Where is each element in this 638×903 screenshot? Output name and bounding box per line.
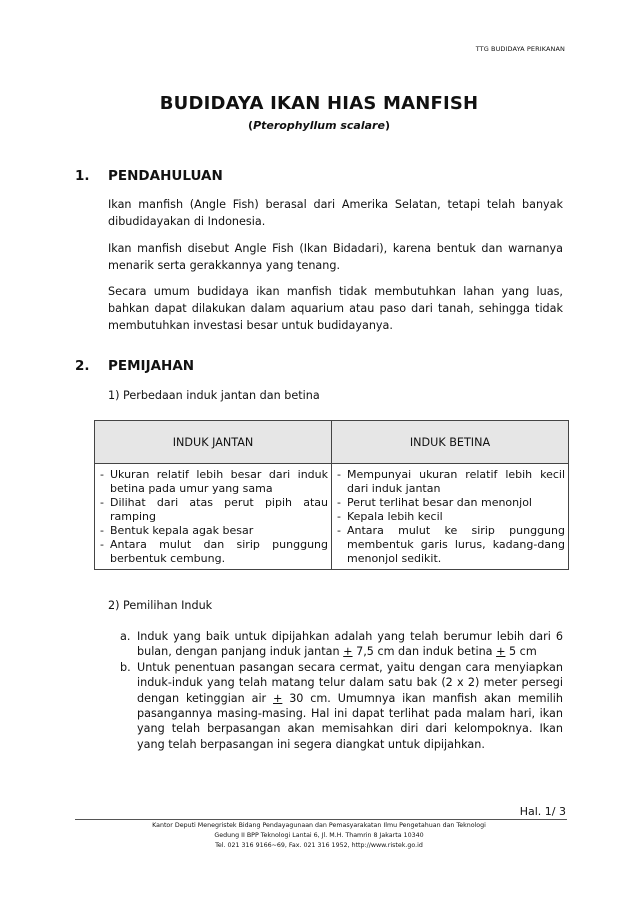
page-number: Hal. 1/ 3 <box>519 805 566 818</box>
footer-line: Kantor Deputi Menegristek Bidang Pendayagunaan dan Pemasyarakatan Ilmu Pengetahuan dan Teknologi <box>152 822 486 829</box>
induk-comparison-table <box>94 420 569 570</box>
header-tag: TTG BUDIDAYA PERIKANAN <box>475 45 565 53</box>
footer-line: Tel. 021 316 9166~69, Fax. 021 316 1952, http://www.ristek.go.id <box>215 842 423 849</box>
list-item: - Kepala lebih kecil <box>335 510 565 524</box>
header-induk-jantan: INDUK JANTAN <box>95 421 332 464</box>
scientific-name: Pterophyllum scalare <box>253 119 385 132</box>
list-item-b <box>120 660 563 752</box>
text: Induk yang baik untuk dipijahkan adalah yang telah berumur lebih dari 6 bulan, dengan panjang induk jantan <box>137 630 563 659</box>
text: 5 cm <box>505 645 537 659</box>
footer-divider <box>75 819 567 820</box>
text: 30 cm. Umumnya ikan manfish akan memilih pasangannya masing-masing. Hal ini dapat terlihat pada malam hari, ikan yang telah berpasangan akan memisahkan diri dari kelompoknya. Ikan yang telah berpasangan ini segera diangkat untuk dipijahkan. <box>137 691 563 751</box>
subheading-perbedaan: 1) Perbedaan induk jantan dan betina <box>108 389 320 402</box>
plus-minus-sign: + <box>343 645 353 659</box>
list-item: - Antara mulut dan sirip punggung berbentuk cembung. <box>98 538 328 566</box>
plus-minus-sign: + <box>496 645 506 659</box>
table-row <box>95 464 569 570</box>
list-item: - Ukuran relatif lebih besar dari induk betina pada umur yang sama <box>98 468 328 496</box>
footer-line: Gedung II BPP Teknologi Lantai 6, Jl. M.H. Thamrin 8 Jakarta 10340 <box>214 832 424 839</box>
section-number: 2. <box>75 358 90 374</box>
list-marker: a. <box>120 630 131 643</box>
section-heading-pemijahan <box>75 358 194 374</box>
header-induk-betina: INDUK BETINA <box>332 421 569 464</box>
list-marker: b. <box>120 660 131 674</box>
pemilihan-list <box>120 629 563 752</box>
paragraph-general: Secara umum budidaya ikan manfish tidak membutuhkan lahan yang luas, bahkan dapat dilakukan dalam aquarium atau paso dari tanah, sehingga tidak membutuhkan investasi besar untuk budidayanya. <box>108 285 563 332</box>
subtitle-close-paren: ) <box>384 119 390 132</box>
list-item: - Bentuk kepala agak besar <box>98 524 328 538</box>
list-item: - Perut terlihat besar dan menonjol <box>335 496 565 510</box>
subtitle-open-paren: ( <box>248 119 254 132</box>
paragraph-name: Ikan manfish disebut Angle Fish (Ikan Bidadari), karena bentuk dan warnanya menarik serta gerakkannya yang tenang. <box>108 242 563 272</box>
list-item: - Mempunyai ukuran relatif lebih kecil dari induk jantan <box>335 468 565 496</box>
section-title: PENDAHULUAN <box>108 168 223 184</box>
list-item: - Dilihat dari atas perut pipih atau ramping <box>98 496 328 524</box>
list-item: - Antara mulut ke sirip punggung membentuk garis lurus, kadang-dang menonjol sedikit. <box>335 524 565 566</box>
cell-betina <box>332 464 569 570</box>
document-title: BUDIDAYA IKAN HIAS MANFISH <box>159 93 479 114</box>
section-title: PEMIJAHAN <box>108 358 195 374</box>
section-heading-pendahuluan <box>75 168 223 184</box>
section-number: 1. <box>75 168 90 184</box>
footer <box>0 821 638 851</box>
subheading-pemilihan: 2) Pemilihan Induk <box>108 599 213 612</box>
cell-jantan <box>95 464 332 570</box>
table-header-row <box>95 421 569 464</box>
paragraph-origin: Ikan manfish (Angle Fish) berasal dari Amerika Selatan, tetapi telah banyak dibudidayakan di Indonesia. <box>108 198 563 228</box>
list-item-a <box>120 629 563 660</box>
document-subtitle <box>0 119 638 132</box>
text: 7,5 cm dan induk betina <box>352 645 497 659</box>
text: Untuk penentuan pasangan secara cermat, yaitu dengan cara menyiapkan induk-induk yang telah matang telur dalam satu bak (2 x 2) meter persegi dengan ketinggian air <box>137 660 563 705</box>
plus-minus-sign: + <box>272 691 283 705</box>
